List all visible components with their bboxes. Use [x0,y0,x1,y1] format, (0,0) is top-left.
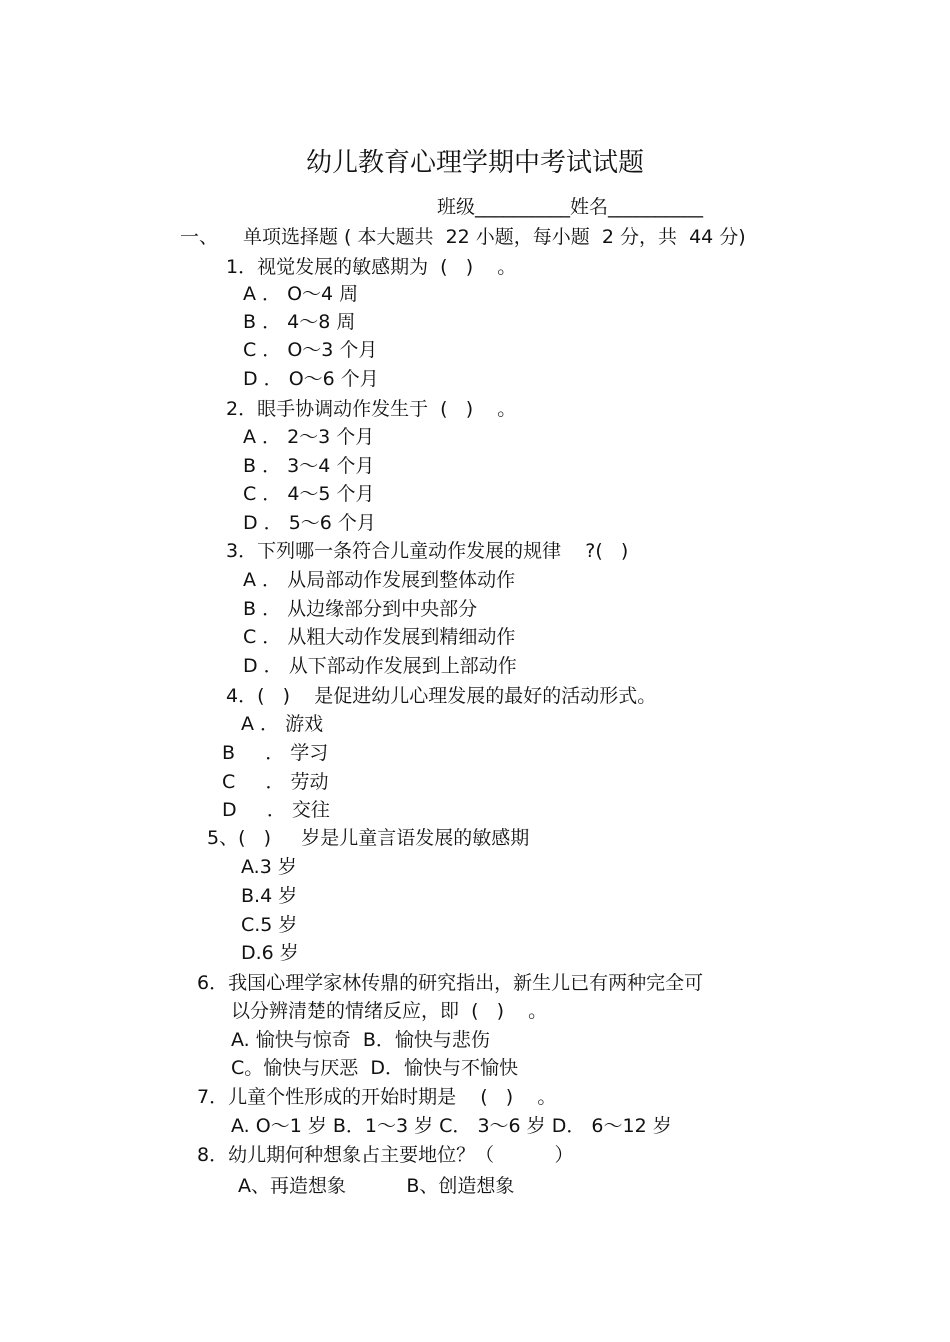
question-stem: 6．我国心理学家林传鼎的研究指出，新生儿已有两种完全可 [197,972,704,994]
answer-option: A.3 岁 [241,856,297,878]
answer-option: B ． 3～4 个月 [243,455,375,477]
answer-option: C.5 岁 [241,914,298,936]
answer-option: A ． 从局部动作发展到整体动作 [243,569,516,591]
answer-option: D ． 5～6 个月 [243,512,376,534]
question-stem: 3．下列哪一条符合儿童动作发展的规律 ?( ) [226,540,629,562]
answer-option: B.4 岁 [241,885,298,907]
question-stem: 7．儿童个性形成的开始时期是 ( ) 。 [197,1086,557,1108]
answer-option: C ． O～3 个月 [243,339,378,361]
answer-option: A、再造想象 B、创造想象 [238,1175,515,1197]
answer-option: D.6 岁 [241,942,299,964]
page-title: 幼儿教育心理学期中考试试题 [305,148,644,178]
answer-option: A ． 游戏 [241,713,324,735]
answer-option: A. 愉快与惊奇 B．愉快与悲伤 [231,1029,490,1051]
section-heading: 单项选择题 ( 本大题共 22 小题，每小题 2 分，共 44 分) [243,226,746,248]
answer-option: B ． 4～8 周 [243,311,356,333]
answer-option: A ． O～4 周 [243,283,359,305]
answer-option: D ． 交往 [222,799,330,821]
question-stem: 1．视觉发展的敏感期为 ( ) 。 [226,256,517,278]
answer-option: B ． 从边缘部分到中央部分 [243,598,478,620]
question-stem-continued: 以分辨清楚的情绪反应，即 ( ) 。 [231,1000,548,1022]
answer-option: D ． O～6 个月 [243,368,379,390]
answer-option: C ． 劳动 [222,771,329,793]
answer-option: C ． 4～5 个月 [243,483,375,505]
answer-option: D ． 从下部动作发展到上部动作 [243,655,517,677]
section-number: 一、 [180,226,219,248]
answer-option: A ． 2～3 个月 [243,426,375,448]
answer-option: C ． 从粗大动作发展到精细动作 [243,626,516,648]
question-stem: 8．幼儿期何种想象占主要地位？（ ） [197,1144,574,1166]
question-stem: 5、( ) 岁是儿童言语发展的敏感期 [207,827,530,849]
class-name-fields: 班级__________姓名__________ [437,196,704,218]
question-stem: 4．( ) 是促进幼儿心理发展的最好的活动形式。 [226,685,657,707]
answer-option: A. O～1 岁 B．1～3 岁 C． 3～6 岁 D． 6～12 岁 [231,1115,672,1137]
question-stem: 2．眼手协调动作发生于 ( ) 。 [226,398,517,420]
answer-option: C。愉快与厌恶 D．愉快与不愉快 [231,1057,518,1079]
answer-option: B ． 学习 [222,742,329,764]
